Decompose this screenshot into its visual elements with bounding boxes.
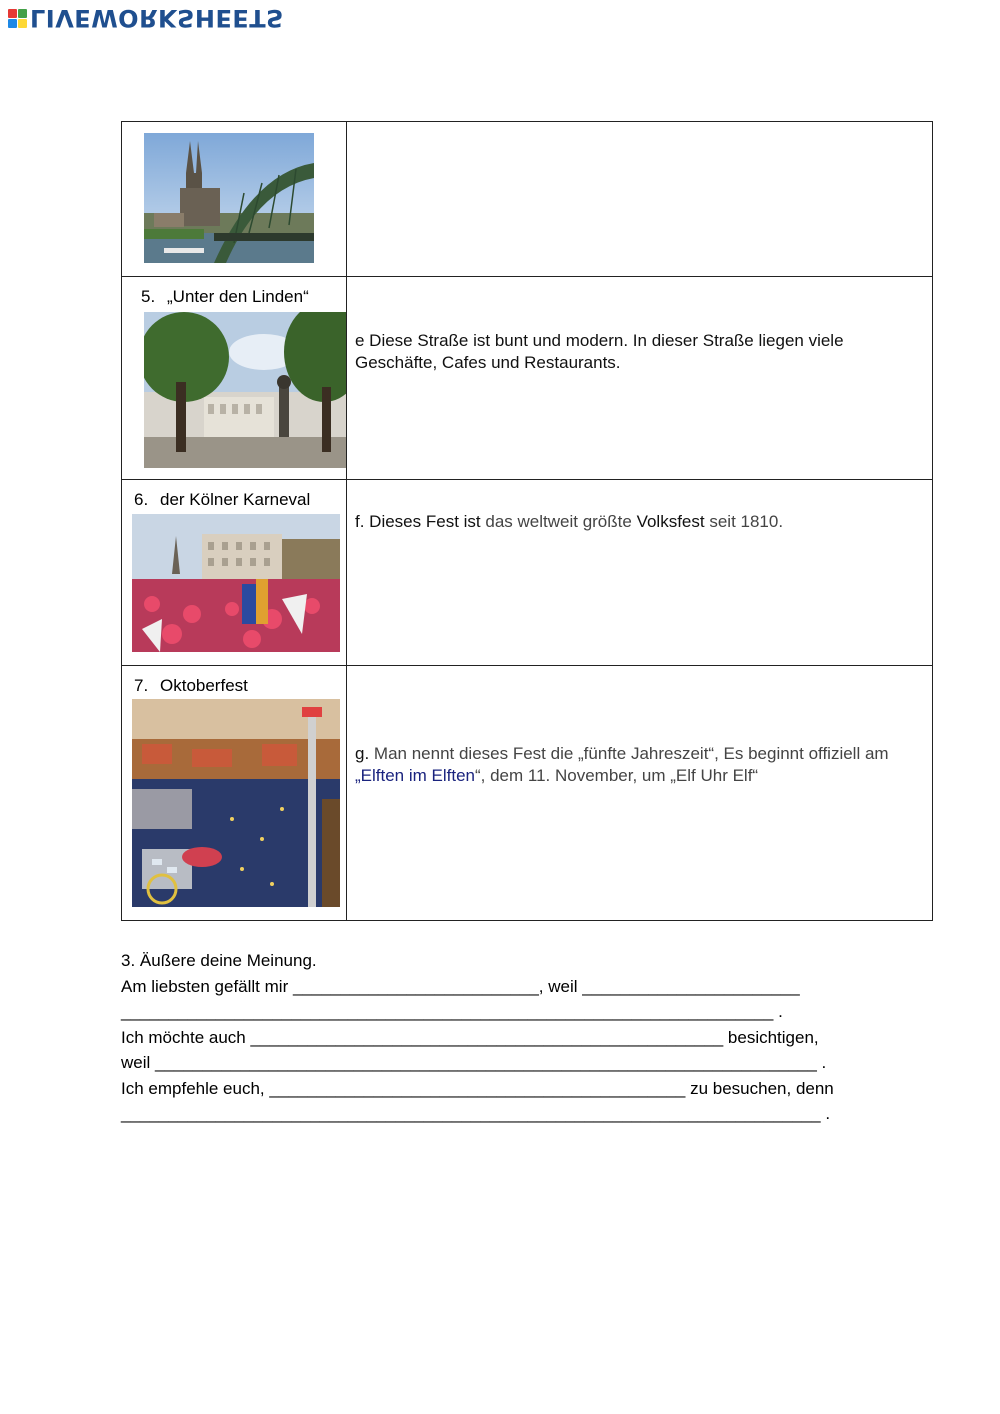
item-title: 6. der Kölner Karneval	[134, 490, 311, 509]
fill-in-line[interactable]: Ich möchte auch __________________________________________________ besichtigen,	[121, 1027, 819, 1047]
fill-in-line[interactable]: _____________________________________________________________________ .	[121, 1002, 783, 1021]
description-cell	[347, 666, 933, 921]
fill-in-line[interactable]: weil ______________________________________________________________________ .	[121, 1053, 827, 1072]
koelner-karneval-image	[132, 514, 340, 652]
image-cell	[122, 277, 347, 480]
unter-den-linden-image	[144, 312, 346, 468]
matching-table	[121, 121, 933, 921]
logo-blocks-icon	[8, 9, 27, 28]
image-cell	[122, 666, 347, 921]
item-description: f. Dieses Fest ist das weltweit größte Volksfest seit 1810.	[355, 512, 784, 531]
oktoberfest-image	[132, 699, 340, 907]
description-cell	[347, 480, 933, 666]
section-heading: 3. Äußere deine Meinung.	[121, 951, 317, 970]
item-description: g. Man nennt dieses Fest die „fünfte Jahreszeit“, Es beginnt offiziell am „Elften im Elften“, dem 11. November, um „Elf Uhr Elf“	[355, 744, 889, 785]
table-row	[122, 122, 933, 277]
liveworksheets-logo	[8, 6, 284, 30]
description-cell	[347, 122, 933, 277]
item-description: e Diese Straße ist bunt und modern. In dieser Straße liegen viele Geschäfte, Cafes und Restaurants.	[355, 331, 844, 372]
fill-in-line[interactable]: __________________________________________________________________________ .	[121, 1104, 831, 1123]
item-title: 5. „Unter den Linden“	[141, 287, 309, 306]
table-row	[122, 277, 933, 480]
description-cell	[347, 277, 933, 480]
image-cell	[122, 480, 347, 666]
opinion-section	[121, 948, 901, 1127]
table-row	[122, 666, 933, 921]
logo-text: LIVEWORKSHEETS	[30, 4, 284, 32]
image-cell	[122, 122, 347, 277]
fill-in-line[interactable]: Ich empfehle euch, ____________________________________________ zu besuchen, denn	[121, 1078, 834, 1098]
cologne-cathedral-image	[144, 133, 314, 263]
item-title: 7. Oktoberfest	[134, 676, 248, 695]
fill-in-line[interactable]: Am liebsten gefällt mir __________________________, weil _______________________	[121, 976, 800, 996]
table-row	[122, 480, 933, 666]
